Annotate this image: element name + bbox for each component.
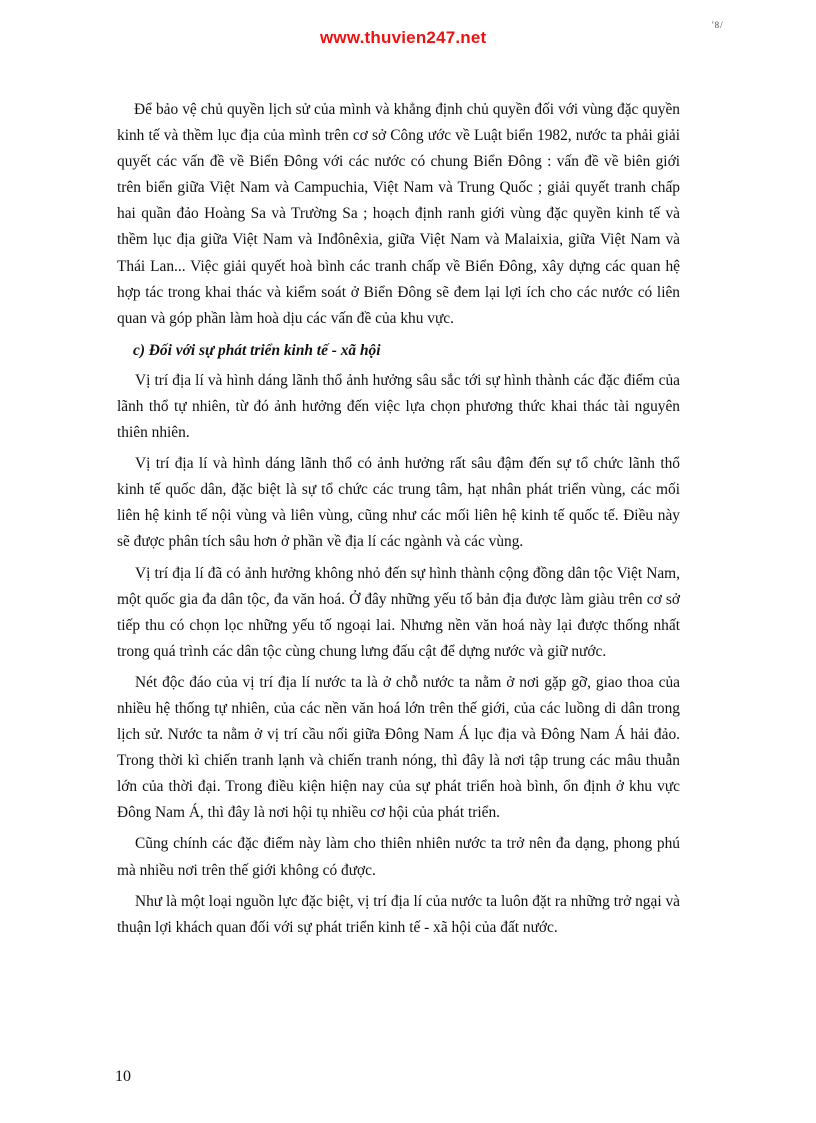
- paragraph-3: Vị trí địa lí đã có ảnh hưởng không nhỏ đến sự hình thành cộng đồng dân tộc Việt Nam, một quốc gia đa dân tộc, đa văn hoá. Ở đây những yếu tố bản địa được làm giàu trên cơ sở tiếp thu có chọn lọc những yếu tố ngoại lai. Nhưng nền văn hoá này lại được thống nhất trong quá trình các dân tộc cùng chung lưng đấu cật để dựng nước và giữ nước.: [117, 564, 680, 660]
- paragraph-4: Nét độc đáo của vị trí địa lí nước ta là ở chỗ nước ta nằm ở nơi gặp gỡ, giao thoa của nhiều hệ thống tự nhiên, của các nền văn hoá lớn trên thế giới, của các luồng di dân trong lịch sử. Nước ta nằm ở vị trí cầu nối giữa Đông Nam Á lục địa và Đông Nam Á hải đảo. Trong thời kì chiến tranh lạnh và chiến tranh nóng, thì đây là nơi tập trung các mâu thuẫn lớn của thời đại. Trong điều kiện hiện nay của sự phát triển hoà bình, ổn định ở khu vực Đông Nam Á, thì đây là nơi hội tụ nhiều cơ hội của phát triển.: [117, 673, 680, 822]
- page-number: 10: [115, 1068, 131, 1085]
- paragraph-5: Cũng chính các đặc điểm này làm cho thiên nhiên nước ta trở nên đa dạng, phong phú mà nhiều nơi trên thế giới không có được.: [117, 835, 680, 879]
- corner-mark: '8/: [712, 20, 724, 30]
- section-heading: c) Đối với sự phát triển kinh tế - xã hội: [133, 341, 381, 359]
- watermark-link[interactable]: www.thuvien247.net: [320, 28, 487, 47]
- page-content: [117, 97, 680, 946]
- paragraph-6: Như là một loại nguồn lực đặc biệt, vị trí địa lí của nước ta luôn đặt ra những trở ngại và thuận lợi khách quan đối với sự phát triển kinh tế - xã hội của đất nước.: [117, 892, 680, 936]
- paragraph-2: Vị trí địa lí và hình dáng lãnh thổ có ảnh hưởng rất sâu đậm đến sự tổ chức lãnh thổ kinh tế quốc dân, đặc biệt là sự tổ chức các trung tâm, hạt nhân phát triển vùng, các mối liên hệ kinh tế nội vùng và liên vùng, cũng như các mối liên hệ kinh tế quốc tế. Điều này sẽ được phân tích sâu hơn ở phần về địa lí các ngành và các vùng.: [117, 455, 680, 551]
- paragraph-bien-dong: Để bảo vệ chủ quyền lịch sử của mình và khẳng định chủ quyền đối với vùng đặc quyền kinh tế và thềm lục địa của mình trên cơ sở Công ước về Luật biển 1982, nước ta phải giải quyết các vấn đề về Biển Đông với các nước có chung Biển Đông : vấn đề về biên giới trên biển giữa Việt Nam và Campuchia, Việt Nam và Trung Quốc ; giải quyết tranh chấp hai quần đảo Hoàng Sa và Trường Sa ; hoạch định ranh giới vùng đặc quyền kinh tế và thềm lục địa giữa Việt Nam và Inđônêxia, giữa Việt Nam và Malaixia, giữa Việt Nam và Thái Lan... Việc giải quyết hoà bình các tranh chấp về Biển Đông, xây dựng các quan hệ hợp tác trong khai thác và kiểm soát ở Biển Đông sẽ đem lại lợi ích cho các nước có liên quan và góp phần làm hoà dịu các vấn đề của khu vực.: [117, 101, 680, 327]
- paragraph-1: Vị trí địa lí và hình dáng lãnh thổ ảnh hưởng sâu sắc tới sự hình thành các đặc điểm của lãnh thổ tự nhiên, từ đó ảnh hưởng đến việc lựa chọn phương thức khai thác tài nguyên thiên nhiên.: [117, 371, 680, 442]
